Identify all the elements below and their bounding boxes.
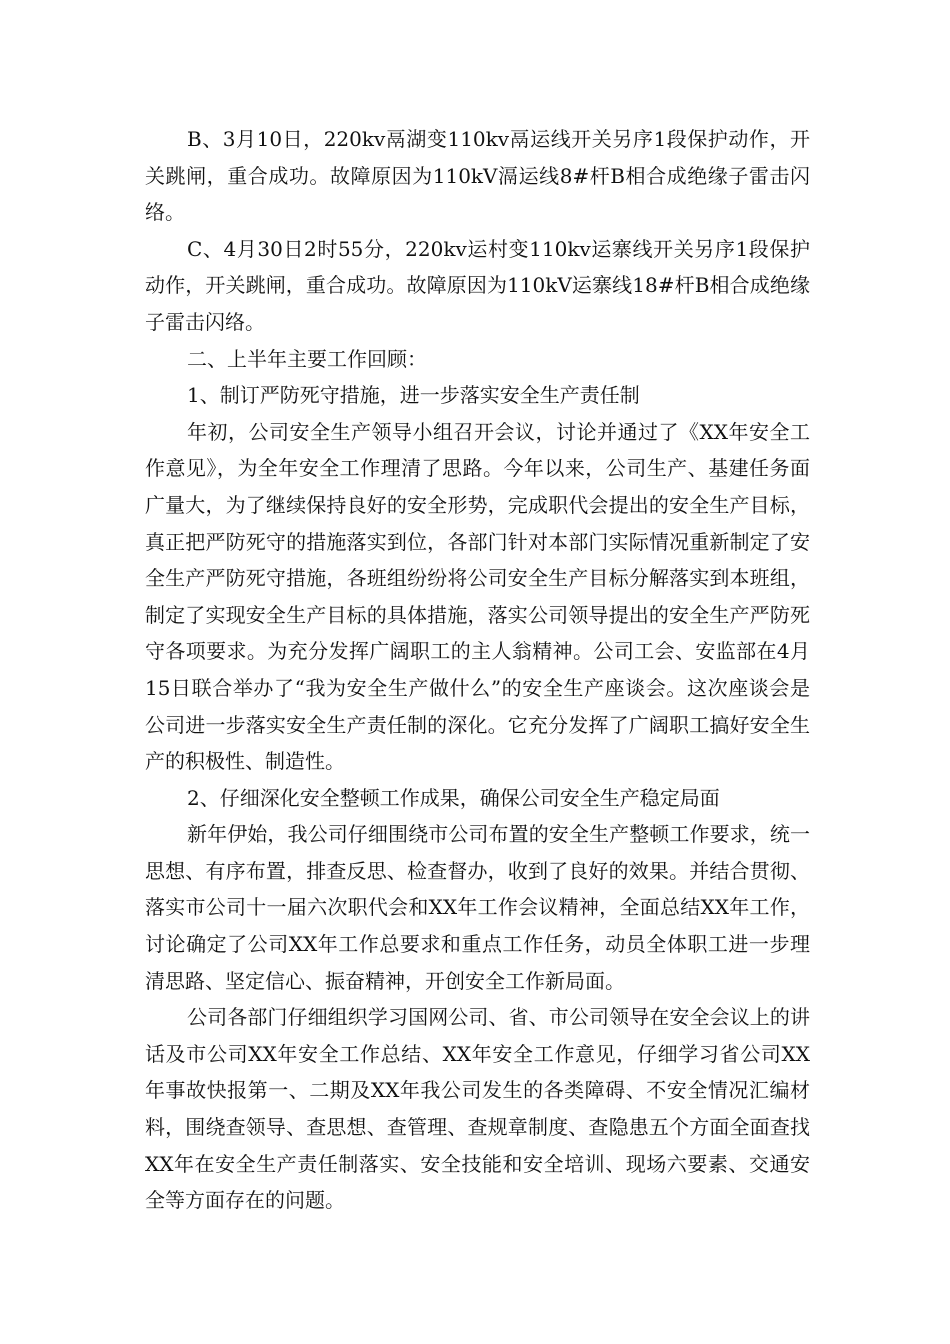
document-body (145, 121, 810, 1219)
paragraph-fault-b: B、3月10日，220kv鬲湖变110kv鬲运线开关另序1段保护动作，开关跳闸，重合成功。故障原因为110kV滆运线8#杆B相合成绝缘子雷击闪络。 (145, 127, 810, 225)
subheading-rectification: 2、仔细深化安全整顿工作成果，确保公司安全生产稳定局面 (187, 785, 720, 810)
subheading-measures: 1、制订严防死守措施，进一步落实安全生产责任制 (187, 383, 640, 408)
paragraph-rectification-body: 新年伊始，我公司仔细围绕市公司布置的安全生产整顿工作要求，统一思想、有序布置，排查反思、检查督办，收到了良好的效果。并结合贯彻、落实市公司十一届六次职代会和XX年工作会议精神，全面总结XX年工作，讨论确定了公司XX年工作总要求和重点工作任务，动员全体职工进一步理清思路、坚定信心、振奋精神，开创安全工作新局面。 (145, 822, 810, 993)
paragraph-measures-body: 年初，公司安全生产领导小组召开会议，讨论并通过了《XX年安全工作意见》，为全年安全工作理清了思路。今年以来，公司生产、基建任务面广量大，为了继续保持良好的安全形势，完成职代会提出的安全生产目标，真正把严防死守的措施落实到位，各部门针对本部门实际情况重新制定了安全生产严防死守措施，各班组纷纷将公司安全生产目标分解落实到本班组，制定了实现安全生产目标的具体措施，落实公司领导提出的安全生产严防死守各项要求。为充分发挥广阔职工的主人翁精神。公司工会、安监部在4月15日联合举办了“我为安全生产做什么”的安全生产座谈会。这次座谈会是公司进一步落实安全生产责任制的深化。它充分发挥了广阔职工搞好安全生产的积极性、制造性。 (145, 419, 810, 774)
paragraph-study-body: 公司各部门仔细组织学习国网公司、省、市公司领导在安全会议上的讲话及市公司XX年安全工作总结、XX年安全工作意见，仔细学习省公司XX年事故快报第一、二期及XX年我公司发生的各类障碍、不安全情况汇编材料，围绕查领导、查思想、查管理、查规章制度、查隐患五个方面全面查找XX年在安全生产责任制落实、安全技能和安全培训、现场六要素、交通安全等方面存在的问题。 (145, 1005, 810, 1213)
section-heading-review: 二、上半年主要工作回顾： (187, 346, 427, 371)
paragraph-fault-c: C、4月30日2时55分，220kv运村变110kv运寨线开关另序1段保护动作，开关跳闸，重合成功。故障原因为110kV运寨线18#杆B相合成绝缘子雷击闪络。 (145, 236, 810, 334)
